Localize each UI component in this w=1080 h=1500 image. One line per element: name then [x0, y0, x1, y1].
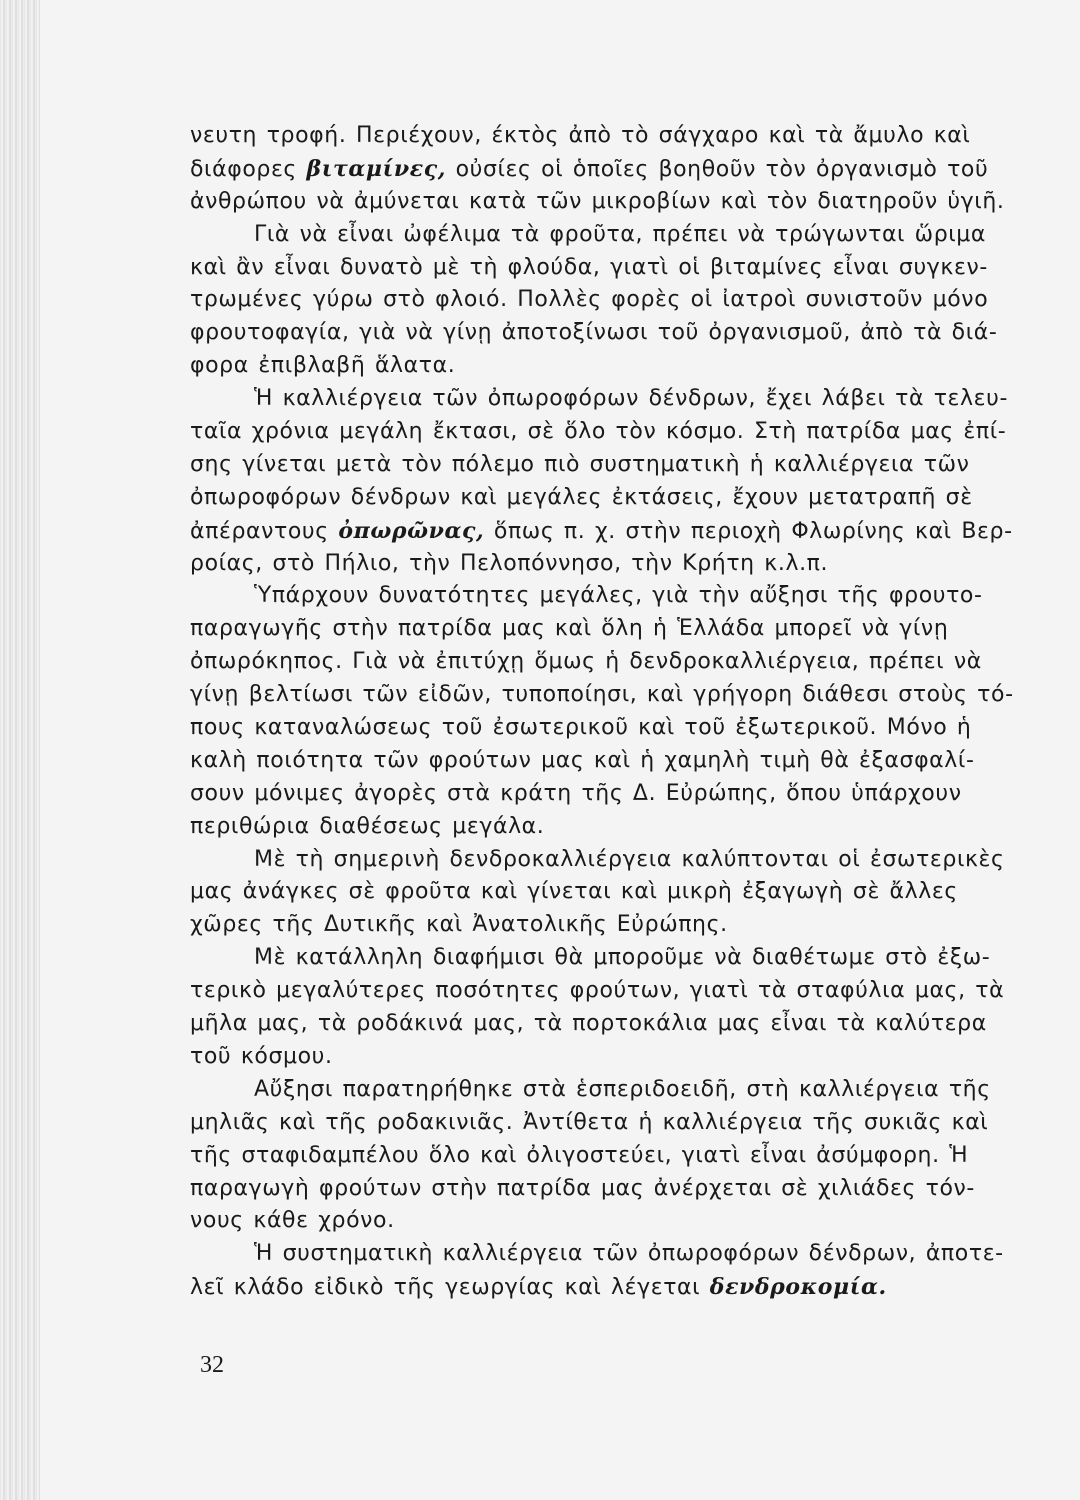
- text-line: Γιὰ νὰ εἶναι ὠφέλιμα τὰ φροῦτα, πρέπει νὰ τρώγωνται ὥριμα: [254, 221, 987, 247]
- text-line: φρουτοφαγία, γιὰ νὰ γίνῃ ἀποτοξίνωσι τοῦ ὀργανισμοῦ, ἀπὸ τὰ διά-: [190, 320, 998, 346]
- text-line: χῶρες τῆς Δυτικῆς καὶ Ἀνατολικῆς Εὐρώπης.: [190, 912, 728, 938]
- text-line: Ἡ συστηματικὴ καλλιέργεια τῶν ὀπωροφόρων δένδρων, ἀποτε-: [254, 1241, 1004, 1267]
- text-line: τρωμένες γύρω στὸ φλοιό. Πολλὲς φορὲς οἱ ἰατροὶ συνιστοῦν μόνο: [190, 287, 989, 313]
- text-line: περιθώρια διαθέσεως μεγάλα.: [190, 813, 545, 839]
- text-line: γίνῃ βελτίωσι τῶν εἰδῶν, τυποποίησι, καὶ γρήγορη διάθεσι στοὺς τό-: [190, 682, 1014, 708]
- emphasized-term: δενδροκομία.: [709, 1274, 887, 1301]
- emphasized-term: βιταμίνες,: [306, 155, 446, 182]
- text-line: καλὴ ποιότητα τῶν φρούτων μας καὶ ἡ χαμηλὴ τιμὴ θὰ ἐξασφαλί-: [190, 747, 975, 773]
- text-line: μηλιᾶς καὶ τῆς ροδακινιᾶς. Ἀντίθετα ἡ καλλιέργεια τῆς συκιᾶς καὶ: [190, 1109, 989, 1135]
- emphasized-term: ὀπωρῶνας,: [338, 517, 485, 544]
- text-line: πους καταναλώσεως τοῦ ἐσωτερικοῦ καὶ τοῦ ἐξωτερικοῦ. Μόνο ἡ: [190, 715, 972, 741]
- text-line: τοῦ κόσμου.: [190, 1043, 333, 1069]
- text-line: νους κάθε χρόνο.: [190, 1208, 395, 1234]
- text-line: [190, 1271, 1050, 1304]
- text-line: ροίας, στὸ Πήλιο, τὴν Πελοπόννησο, τὴν Κρήτη κ.λ.π.: [190, 550, 829, 576]
- page-number: 32: [200, 1352, 224, 1378]
- text-line: φορα ἐπιβλαβῆ ἅλατα.: [190, 353, 456, 379]
- text-line: παραγωγὴ φρούτων στὴν πατρίδα μας ἀνέρχεται σὲ χιλιάδες τόν-: [190, 1175, 975, 1201]
- text-line: σης γίνεται μετὰ τὸν πόλεμο πιὸ συστηματικὴ ἡ καλλιέργεια τῶν: [190, 451, 970, 477]
- text-line: Αὔξησι παρατηρήθηκε στὰ ἑσπεριδοειδῆ, στὴ καλλιέργεια τῆς: [254, 1076, 991, 1102]
- text-line: ὀπωρόκηπος. Γιὰ νὰ ἐπιτύχῃ ὅμως ἡ δενδροκαλλιέργεια, πρέπει νὰ: [190, 649, 982, 675]
- text-line: ταῖα χρόνια μεγάλη ἔκτασι, σὲ ὅλο τὸν κόσμο. Στὴ πατρίδα μας ἐπί-: [190, 419, 1007, 445]
- text-line: Μὲ κατάλληλη διαφήμισι θὰ μποροῦμε νὰ διαθέτωμε στὸ ἐξω-: [254, 945, 991, 971]
- text-segment: λεῖ κλάδο εἰδικὸ τῆς γεωργίας καὶ λέγεται: [190, 1275, 710, 1301]
- text-line: [190, 153, 1050, 186]
- text-line: Μὲ τὴ σημερινὴ δενδροκαλλιέργεια καλύπτονται οἱ ἐσωτερικὲς: [254, 846, 1005, 872]
- text-line: τερικὸ μεγαλύτερες ποσότητες φρούτων, γιατὶ τὰ σταφύλια μας, τὰ: [190, 978, 1005, 1004]
- text-line: [190, 515, 1050, 548]
- page-stack-edges: [0, 0, 40, 1500]
- text-line: Ἡ καλλιέργεια τῶν ὀπωροφόρων δένδρων, ἔχει λάβει τὰ τελευ-: [254, 386, 1009, 412]
- text-line: σουν μόνιμες ἀγορὲς στὰ κράτη τῆς Δ. Εὐρώπης, ὅπου ὑπάρχουν: [190, 780, 962, 806]
- text-line: ἀνθρώπου νὰ ἀμύνεται κατὰ τῶν μικροβίων καὶ τὸν διατηροῦν ὑγιῆ.: [190, 188, 1005, 214]
- text-line: τῆς σταφιδαμπέλου ὅλο καὶ ὀλιγοστεύει, γιατὶ εἶναι ἀσύμφορη. Ἡ: [190, 1142, 969, 1168]
- text-segment: οὐσίες οἱ ὁποῖες βοηθοῦν τὸν ὀργανισμὸ τοῦ: [445, 156, 989, 182]
- text-segment: ὅπως π. χ. στὴν περιοχὴ Φλωρίνης καὶ Βερ-: [484, 518, 1013, 544]
- text-line: καὶ ἂν εἶναι δυνατὸ μὲ τὴ φλούδα, γιατὶ οἱ βιταμίνες εἶναι συγκεν-: [190, 254, 988, 280]
- text-line: ὀπωροφόρων δένδρων καὶ μεγάλες ἐκτάσεις, ἔχουν μετατραπῆ σὲ: [190, 484, 973, 510]
- text-line: μας ἀνάγκες σὲ φροῦτα καὶ γίνεται καὶ μικρὴ ἐξαγωγὴ σὲ ἄλλες: [190, 879, 958, 905]
- text-line: νευτη τροφή. Περιέχουν, έκτὸς ἀπὸ τὸ σάγχαρο καὶ τὰ ἄμυλο καὶ: [190, 123, 971, 148]
- text-segment: διάφορες: [190, 156, 307, 182]
- body-text: [190, 120, 1050, 1304]
- text-segment: ἀπέραντους: [190, 518, 339, 544]
- text-line: Ὑπάρχουν δυνατότητες μεγάλες, γιὰ τὴν αὔξησι τῆς φρουτο-: [254, 583, 983, 609]
- text-line: μῆλα μας, τὰ ροδάκινά μας, τὰ πορτοκάλια μας εἶναι τὰ καλύτερα: [190, 1011, 987, 1037]
- text-line: παραγωγῆς στὴν πατρίδα μας καὶ ὅλη ἡ Ἑλλάδα μπορεῖ νὰ γίνῃ: [190, 616, 949, 642]
